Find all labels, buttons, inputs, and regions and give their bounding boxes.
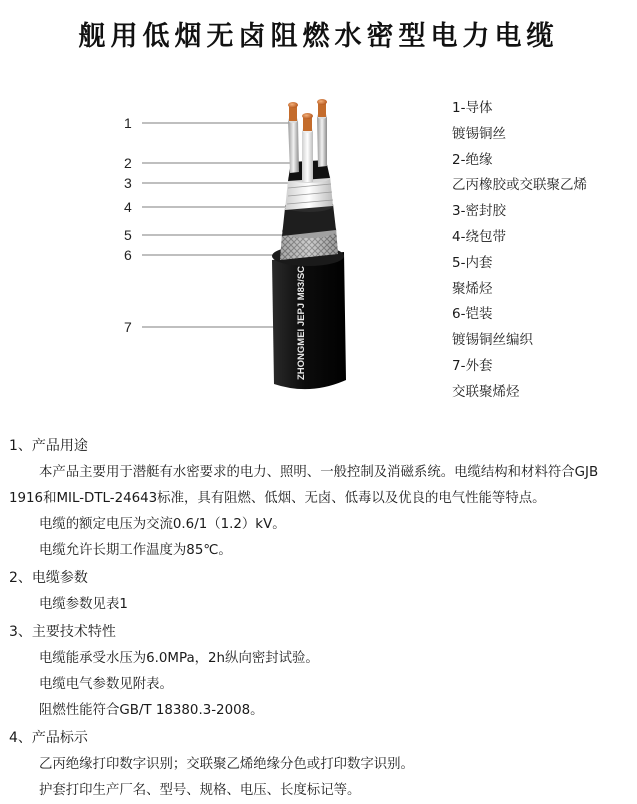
callout-5: 5 [124, 227, 132, 243]
insulation-marking: 乙丙绝缘打印数字识别；交联聚乙烯绝缘分色或打印数字识别。 [39, 757, 414, 772]
operating-temperature: 电缆允许长期工作温度为85℃。 [39, 543, 232, 558]
legend-item: 镀锡铜丝 [452, 125, 506, 142]
legend-item: 4-绕包带 [452, 228, 506, 245]
callout-1: 1 [124, 115, 132, 131]
legend-item: 交联聚烯烃 [452, 383, 520, 400]
callout-4: 4 [124, 199, 132, 215]
usage-paragraph: 本产品主要用于潜艇有水密要求的电力、照明、一般控制及消磁系统。电缆结构和材料符合GJB [39, 465, 599, 480]
legend-item: 乙丙橡胶或交联聚乙烯 [452, 177, 587, 194]
callout-6: 6 [124, 247, 132, 263]
legend-item: 聚烯烃 [452, 280, 493, 297]
legend-item: 2-绝缘 [452, 151, 493, 168]
sheath-marking: 护套打印生产厂名、型号、规格、电压、长度标记等。 [39, 783, 361, 798]
sheath-print: ZHONGMEI JEPJ M83/SC [296, 265, 307, 380]
callout-2: 2 [124, 155, 132, 171]
callout-3: 3 [124, 175, 132, 191]
flame-retardance: 阻燃性能符合GB/T 18380.3-2008。 [39, 703, 264, 718]
section-heading-params: 2、电缆参数 [9, 570, 88, 586]
legend-item: 6-铠装 [452, 306, 493, 323]
section-heading-tech: 3、主要技术特性 [9, 624, 116, 640]
rated-voltage: 电缆的额定电压为交流0.6/1（1.2）kV。 [39, 517, 286, 532]
cable-diagram [0, 80, 430, 400]
usage-paragraph-cont: 1916和MIL-DTL-24643标准，具有阻燃、低烟、无卤、低毒以及优良的电气性能等特点。 [9, 491, 546, 506]
section-heading-usage: 1、产品用途 [9, 438, 88, 454]
legend-item: 1-导体 [452, 100, 493, 116]
water-pressure: 电缆能承受水压为6.0MPa，2h纵向密封试验。 [39, 651, 319, 666]
params-reference: 电缆参数见表1 [39, 597, 128, 612]
callout-7: 7 [124, 319, 132, 335]
product-description [9, 432, 629, 804]
legend-item: 5-内套 [452, 254, 493, 271]
outer-sheath [272, 246, 346, 389]
layer-legend [452, 96, 587, 406]
legend-item: 镀锡铜丝编织 [452, 332, 533, 349]
section-heading-marking: 4、产品标示 [9, 730, 88, 746]
legend-item: 7-外套 [452, 357, 493, 374]
page-title: 舰用低烟无卤阻燃水密型电力电缆 [78, 21, 559, 52]
legend-item: 3-密封胶 [452, 203, 506, 220]
electrical-params: 电缆电气参数见附表。 [39, 677, 173, 692]
